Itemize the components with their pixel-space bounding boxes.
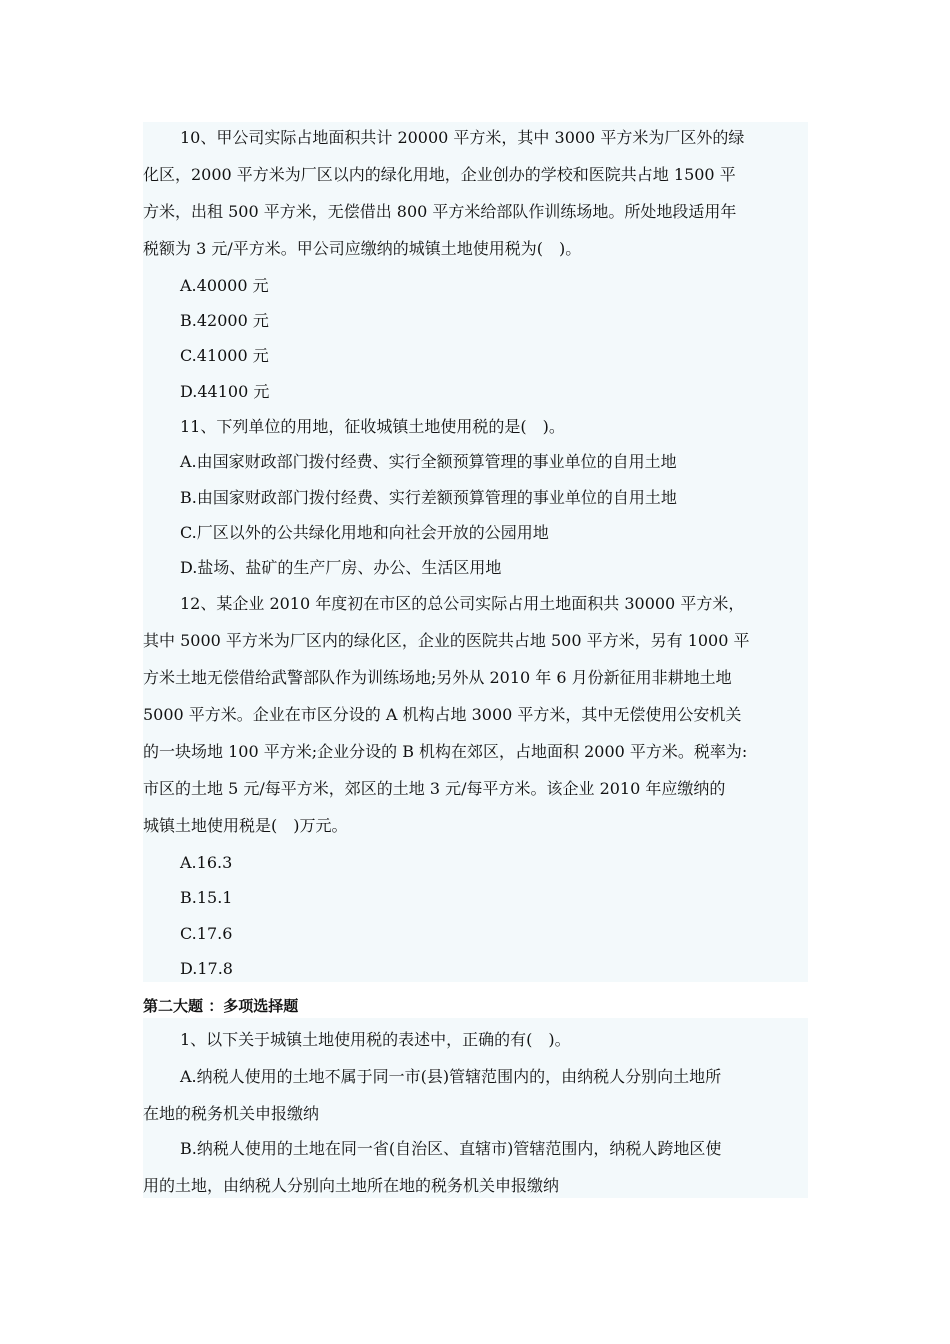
- question-12-text: 其中 5000 平方米为厂区内的绿化区，企业的医院共占地 500 平方米，另有 1000 平: [143, 631, 750, 650]
- multi-question-1-option-b: B.纳税人使用的土地在同一省(自治区、直辖市)管辖范围内，纳税人跨地区使: [180, 1139, 722, 1158]
- question-10-text: 税额为 3 元/平方米。甲公司应缴纳的城镇土地使用税为( )。: [143, 239, 582, 258]
- question-12-option-b: B.15.1: [180, 888, 233, 907]
- multi-question-1-option-a: 在地的税务机关申报缴纳: [143, 1104, 320, 1123]
- question-12-text: 12、某企业 2010 年度初在市区的总公司实际占用土地面积共 30000 平方米，: [180, 594, 745, 613]
- question-12-option-d: D.17.8: [180, 959, 233, 978]
- question-10-option-a: A.40000 元: [180, 276, 269, 295]
- question-11-option-c: C.厂区以外的公共绿化用地和向社会开放的公园用地: [180, 523, 549, 542]
- question-12-text: 的一块场地 100 平方米;企业分设的 B 机构在郊区，占地面积 2000 平方米。税率为:: [143, 742, 748, 761]
- question-10-text: 方米，出租 500 平方米，无偿借出 800 平方米给部队作训练场地。所处地段适用年: [143, 202, 737, 221]
- multi-question-1-text: 1、以下关于城镇土地使用税的表述中，正确的有( )。: [180, 1030, 571, 1049]
- question-11-option-a: A.由国家财政部门拨付经费、实行全额预算管理的事业单位的自用土地: [180, 452, 677, 471]
- question-10-option-b: B.42000 元: [180, 311, 269, 330]
- multi-question-1-option-a: A.纳税人使用的土地不属于同一市(县)管辖范围内的，由纳税人分别向土地所: [180, 1067, 722, 1086]
- question-12-option-a: A.16.3: [180, 853, 233, 872]
- multi-question-1-option-b: 用的土地，由纳税人分别向土地所在地的税务机关申报缴纳: [143, 1176, 560, 1195]
- question-11-option-d: D.盐场、盐矿的生产厂房、办公、生活区用地: [180, 558, 502, 577]
- question-12-text: 城镇土地使用税是( )万元。: [143, 816, 348, 835]
- question-10-text: 化区，2000 平方米为厂区以内的绿化用地，企业创办的学校和医院共占地 1500 平: [143, 165, 736, 184]
- question-10-text: 10、甲公司实际占地面积共计 20000 平方米，其中 3000 平方米为厂区外的绿: [180, 128, 745, 147]
- question-12-text: 市区的土地 5 元/每平方米，郊区的土地 3 元/每平方米。该企业 2010 年应缴纳的: [143, 779, 726, 798]
- question-11-option-b: B.由国家财政部门拨付经费、实行差额预算管理的事业单位的自用土地: [180, 488, 677, 507]
- question-10-option-c: C.41000 元: [180, 346, 269, 365]
- question-12-text: 5000 平方米。企业在市区分设的 A 机构占地 3000 平方米，其中无偿使用公安机关: [143, 705, 742, 724]
- question-12-text: 方米土地无偿借给武警部队作为训练场地;另外从 2010 年 6 月份新征用非耕地土地: [143, 668, 732, 687]
- question-10-option-d: D.44100 元: [180, 382, 270, 401]
- question-12-option-c: C.17.6: [180, 924, 233, 943]
- section-heading: 第二大题 ：多项选择题: [143, 997, 299, 1015]
- question-11-text: 11、下列单位的用地，征收城镇土地使用税的是( )。: [180, 417, 565, 436]
